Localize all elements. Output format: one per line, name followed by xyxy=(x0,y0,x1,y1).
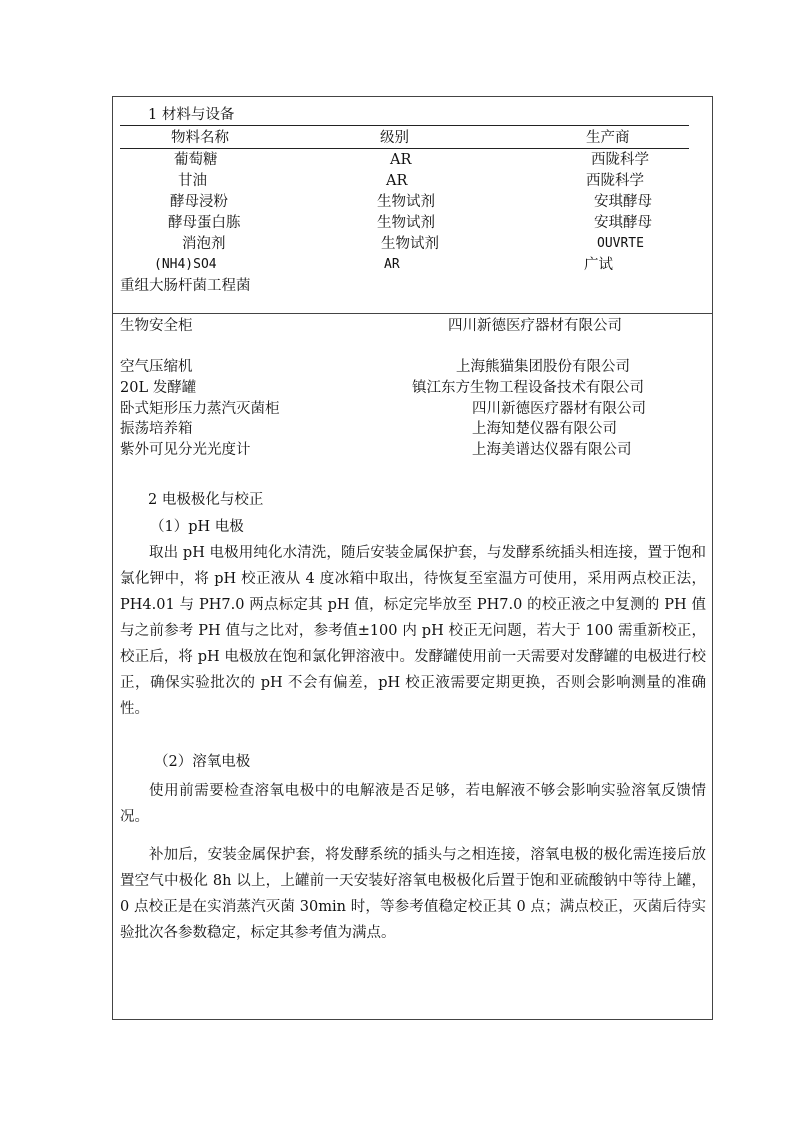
table-cell: 生物试剂 xyxy=(377,215,435,231)
table-cell: AR xyxy=(384,257,400,272)
table-top-rule xyxy=(120,125,689,126)
table-cell: 葡萄糖 xyxy=(174,152,218,168)
table-cell: 甘油 xyxy=(178,173,207,189)
paragraph-do-calibration: 补加后，安装金属保护套，将发酵系统的插头与之相连接，溶氧电极的极化需连接后放置空气中极化 8h 以上，上罐前一天安装好溶氧电极极化后置于饱和亚硫酸钠中等待上罐，0 点校正是在实消蒸汽灭菌 30min 时，等参考值稳定校正其 0 点；满点校正，灭菌后待实验批次各参数稳定，标定其参考值为满点。 xyxy=(120,847,706,941)
table-header-name: 物料名称 xyxy=(171,130,229,146)
subsection-ph-electrode: （1）pH 电极 xyxy=(150,519,244,535)
equipment-name: 生物安全柜 xyxy=(120,318,193,334)
equipment-name: 紫外可见分光光度计 xyxy=(120,442,251,458)
table-cell: 生物试剂 xyxy=(381,236,439,252)
table-header-rule xyxy=(120,148,689,149)
section-divider xyxy=(112,313,713,314)
equipment-maker: 上海知楚仪器有限公司 xyxy=(472,421,617,437)
table-cell: 重组大肠杆菌工程菌 xyxy=(120,278,251,294)
section2-title: 2 电极极化与校正 xyxy=(148,492,264,508)
table-cell: 安琪酵母 xyxy=(594,194,652,210)
table-cell: 西陇科学 xyxy=(586,173,644,189)
table-cell: 酵母蛋白胨 xyxy=(168,215,241,231)
table-cell: AR xyxy=(386,173,408,189)
table-cell: 安琪酵母 xyxy=(594,215,652,231)
equipment-maker: 四川新德医疗器材有限公司 xyxy=(472,401,646,417)
table-header-maker: 生产商 xyxy=(586,130,630,146)
table-cell: OUVRTE xyxy=(597,236,644,251)
paragraph-do-check: 使用前需要检查溶氧电极中的电解液是否足够，若电解液不够会影响实验溶氧反馈情况。 xyxy=(120,783,706,825)
section1-title: 1 材料与设备 xyxy=(148,107,235,123)
table-cell: 生物试剂 xyxy=(377,194,435,210)
subsection-do-electrode: （2）溶氧电极 xyxy=(154,754,251,770)
table-cell: (NH4)SO4 xyxy=(154,257,217,272)
equipment-maker: 上海熊猫集团股份有限公司 xyxy=(456,359,630,375)
table-cell: 广试 xyxy=(584,257,613,273)
table-cell: 西陇科学 xyxy=(591,152,649,168)
equipment-name: 空气压缩机 xyxy=(120,359,193,375)
equipment-maker: 镇江东方生物工程设备技术有限公司 xyxy=(412,380,644,396)
equipment-maker: 上海美谱达仪器有限公司 xyxy=(472,442,632,458)
table-header-grade: 级别 xyxy=(380,130,409,146)
equipment-name: 振荡培养箱 xyxy=(120,421,193,437)
equipment-name: 卧式矩形压力蒸汽灭菌柜 xyxy=(120,401,280,417)
table-cell: AR xyxy=(390,152,412,168)
equipment-name: 20L 发酵罐 xyxy=(120,380,197,396)
table-cell: 酵母浸粉 xyxy=(170,194,228,210)
table-cell: 消泡剂 xyxy=(182,236,226,252)
paragraph-ph-electrode: 取出 pH 电极用纯化水清洗，随后安装金属保护套，与发酵系统插头相连接，置于饱和氯化钾中，将 pH 校正液从 4 度冰箱中取出，待恢复至室温方可使用，采用两点校正法，PH4.01 与 PH7.0 两点标定其 pH 值，标定完毕放至 PH7.0 的校正液之中复测的 PH 值与之前参考 PH 值与之比对，参考值±100 内 pH 校正无问题，若大于 100 需重新校正，校正后，将 pH 电极放在饱和氯化钾溶液中。发酵罐使用前一天需要对发酵罐的电极进行校正，确保实验批次的 pH 不会有偏差，pH 校正液需要定期更换，否则会影响测量的准确性。 xyxy=(120,545,706,717)
equipment-maker: 四川新德医疗器材有限公司 xyxy=(448,318,622,334)
